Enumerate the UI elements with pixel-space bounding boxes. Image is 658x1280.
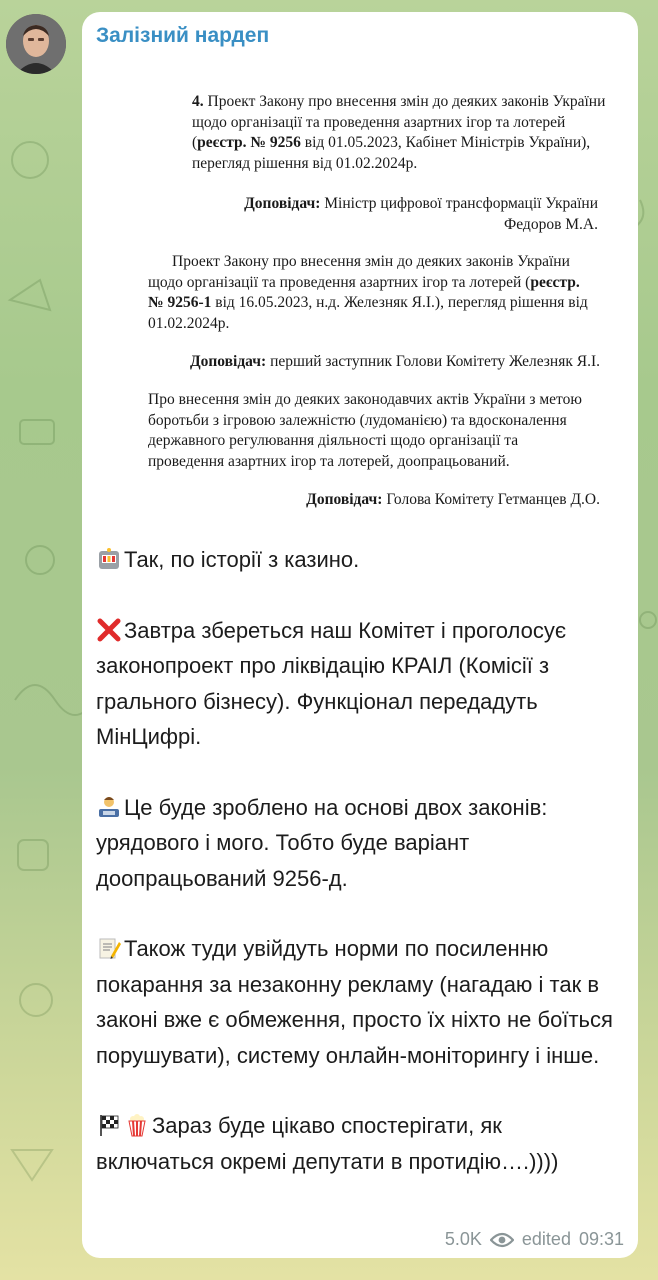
message-paragraph — [96, 542, 626, 578]
doc-item2 — [148, 252, 596, 334]
sender-name[interactable]: Залізний нардеп — [96, 24, 270, 47]
eye-icon — [490, 1232, 514, 1248]
cross-mark-icon — [96, 613, 122, 649]
doc-item2-text-a: Проект Закону про внесення змін до деяких законів України щодо організації та проведення азартних ігор та лотерей ( — [148, 253, 570, 291]
doc-speaker-text: Голова Комітету Гетманцев Д.О. — [382, 491, 600, 508]
message-bubble[interactable] — [82, 12, 638, 1258]
doc-speaker-label: Доповідач: — [244, 195, 321, 212]
message-paragraph — [96, 613, 626, 755]
popcorn-icon — [124, 1108, 150, 1144]
channel-avatar[interactable] — [6, 14, 66, 74]
message-meta — [445, 1229, 624, 1250]
doc-item2-reg: реєстр. № 9256-1 — [148, 273, 580, 311]
message-p3: Це буде зроблено на основі двох законів: урядового і мого. Тобто буде варіант доопрацьований 9256-д. — [96, 794, 548, 891]
message-p4: Також туди увійдуть норми по посиленню покарання за незаконну рекламу (нагадаю і так в законі вже є обмеження, просто їх ніхто не боїться порушувати), систему онлайн-моніторингу і інше. — [96, 936, 613, 1068]
document-image[interactable] — [98, 58, 622, 516]
doc-item2-text-b: від 16.05.2023, н.д. Железняк Я.І.), перегляд рішення від 01.02.2024р. — [148, 294, 588, 332]
message-p1: Так, по історії з казино. — [124, 547, 360, 572]
doc-item1-number: 4. — [192, 93, 204, 110]
chequered-flag-icon — [96, 1108, 122, 1144]
doc-speaker-label: Доповідач: — [306, 491, 383, 508]
doc-item2-speaker — [148, 352, 600, 373]
doc-item1-reg: реєстр. № 9256 — [197, 134, 301, 151]
message-time: 09:31 — [578, 1229, 624, 1249]
message-p5: Зараз буде цікаво спостерігати, як включаться окремі депутати в протидію….)))) — [96, 1113, 559, 1174]
view-count: 5.0K — [444, 1229, 482, 1249]
message-paragraph — [96, 1108, 626, 1179]
doc-speaker-text: перший заступник Голови Комітету Железняк Я.І. — [266, 353, 600, 370]
man-technologist-icon — [96, 790, 122, 826]
doc-speaker-text: Міністр цифрової трансформації України Федоров М.А. — [320, 195, 598, 233]
message-paragraph — [96, 931, 626, 1073]
message-p2: Завтра збереться наш Комітет і проголосує законопроект про ліквідацію КРАІЛ (Комісії з грального бізнесу). Функціонал передадуть МінЦифрі. — [96, 617, 567, 749]
doc-item1-text-b: від 01.05.2023, Кабінет Міністрів України), перегляд рішення від 01.02.2024р. — [192, 134, 591, 172]
doc-item1-text-a: Проект Закону про внесення змін до деяких законів України щодо організації та проведення азартних ігор та лотерей ( — [192, 93, 606, 151]
message-paragraph — [96, 790, 626, 897]
doc-item1 — [192, 92, 608, 174]
edited-label: edited — [521, 1229, 571, 1249]
avatar-face-icon — [6, 14, 66, 74]
doc-item3 — [148, 390, 588, 472]
doc-item3-text: Про внесення змін до деяких законодавчих актів України з метою боротьби з ігровою залежністю (лудоманією) та вдосконалення державного регулювання діяльності щодо організації та проведення азартних ігор та лотерей, доопрацьований. — [148, 391, 582, 470]
doc-speaker-label: Доповідач: — [189, 353, 267, 370]
doc-item1-speaker — [212, 194, 598, 235]
message-text — [96, 542, 626, 1214]
memo-icon — [96, 931, 122, 967]
doc-item3-speaker — [148, 490, 600, 511]
slot-machine-icon — [96, 542, 122, 578]
